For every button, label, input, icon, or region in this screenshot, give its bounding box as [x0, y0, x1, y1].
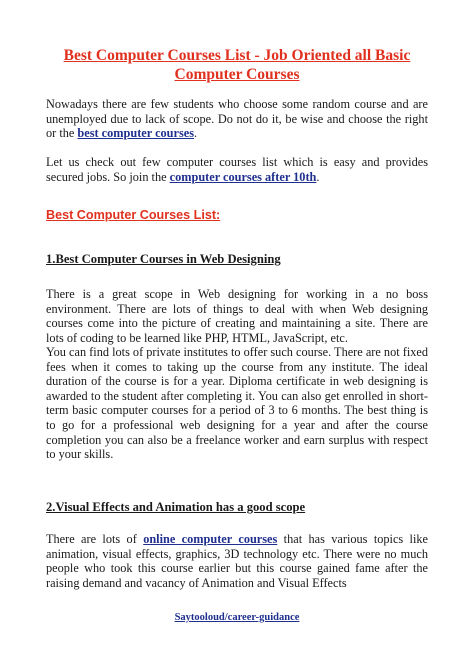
- intro2-paragraph: [46, 155, 428, 184]
- section1-paragraph-2: You can find lots of private institutes to offer such course. There are not fixed fees when it comes to taking up the course from any institute. The ideal duration of the course is for a year. Diploma certificate in web designing is awarded to the student after completing it. You can also get enrolled in short-term basic computer courses for a period of 3 to 6 months. The best thing is to go for a professional web designing for a year and after the course completion you can also be a freelance worker and earn surplus with respect to your skills.: [46, 345, 428, 462]
- computer-courses-after-10th-link[interactable]: computer courses after 10th: [169, 169, 317, 184]
- section1-heading: 1.Best Computer Courses in Web Designing: [46, 252, 281, 266]
- section2-heading: 2.Visual Effects and Animation has a good scope: [46, 500, 306, 514]
- list-heading: Best Computer Courses List:: [46, 208, 221, 222]
- title-line-1: Best Computer Courses List - Job Oriented all Basic: [63, 47, 411, 64]
- intro2-text: Let us check out few computer courses list which is easy and provides secured jobs. So join the: [46, 155, 428, 184]
- best-computer-courses-link[interactable]: best computer courses: [77, 126, 194, 141]
- document-title: [40, 46, 434, 84]
- section2-paragraph: [46, 532, 428, 590]
- intro-text-end: .: [194, 126, 198, 141]
- title-line-2: Computer Courses: [174, 66, 300, 83]
- intro-text: Nowadays there are few students who choose some random course and are unemployed due to lack of scope. Do not do it, be wise and choose the right or the: [46, 97, 428, 141]
- section2-text: There are lots of: [46, 532, 144, 546]
- intro2-text-end: .: [316, 169, 320, 184]
- intro-paragraph: [46, 97, 428, 141]
- online-computer-courses-link[interactable]: online computer courses: [143, 532, 278, 546]
- footer-link[interactable]: Saytooloud/career-guidance: [174, 612, 300, 623]
- section1-paragraph-1: There is a great scope in Web designing for working in a no boss environment. There are lots of things to deal with when Web designing courses come into the picture of creating and maintaining a site. There are lots of coding to be learned like PHP, HTML, JavaScript, etc.: [46, 287, 428, 345]
- section2-text-end: that has various topics like animation, visual effects, graphics, 3D technology etc. There were no much people who took this course earlier but this course gained fame after the raising demand and vacancy of Animation and Visual Effects: [46, 532, 428, 590]
